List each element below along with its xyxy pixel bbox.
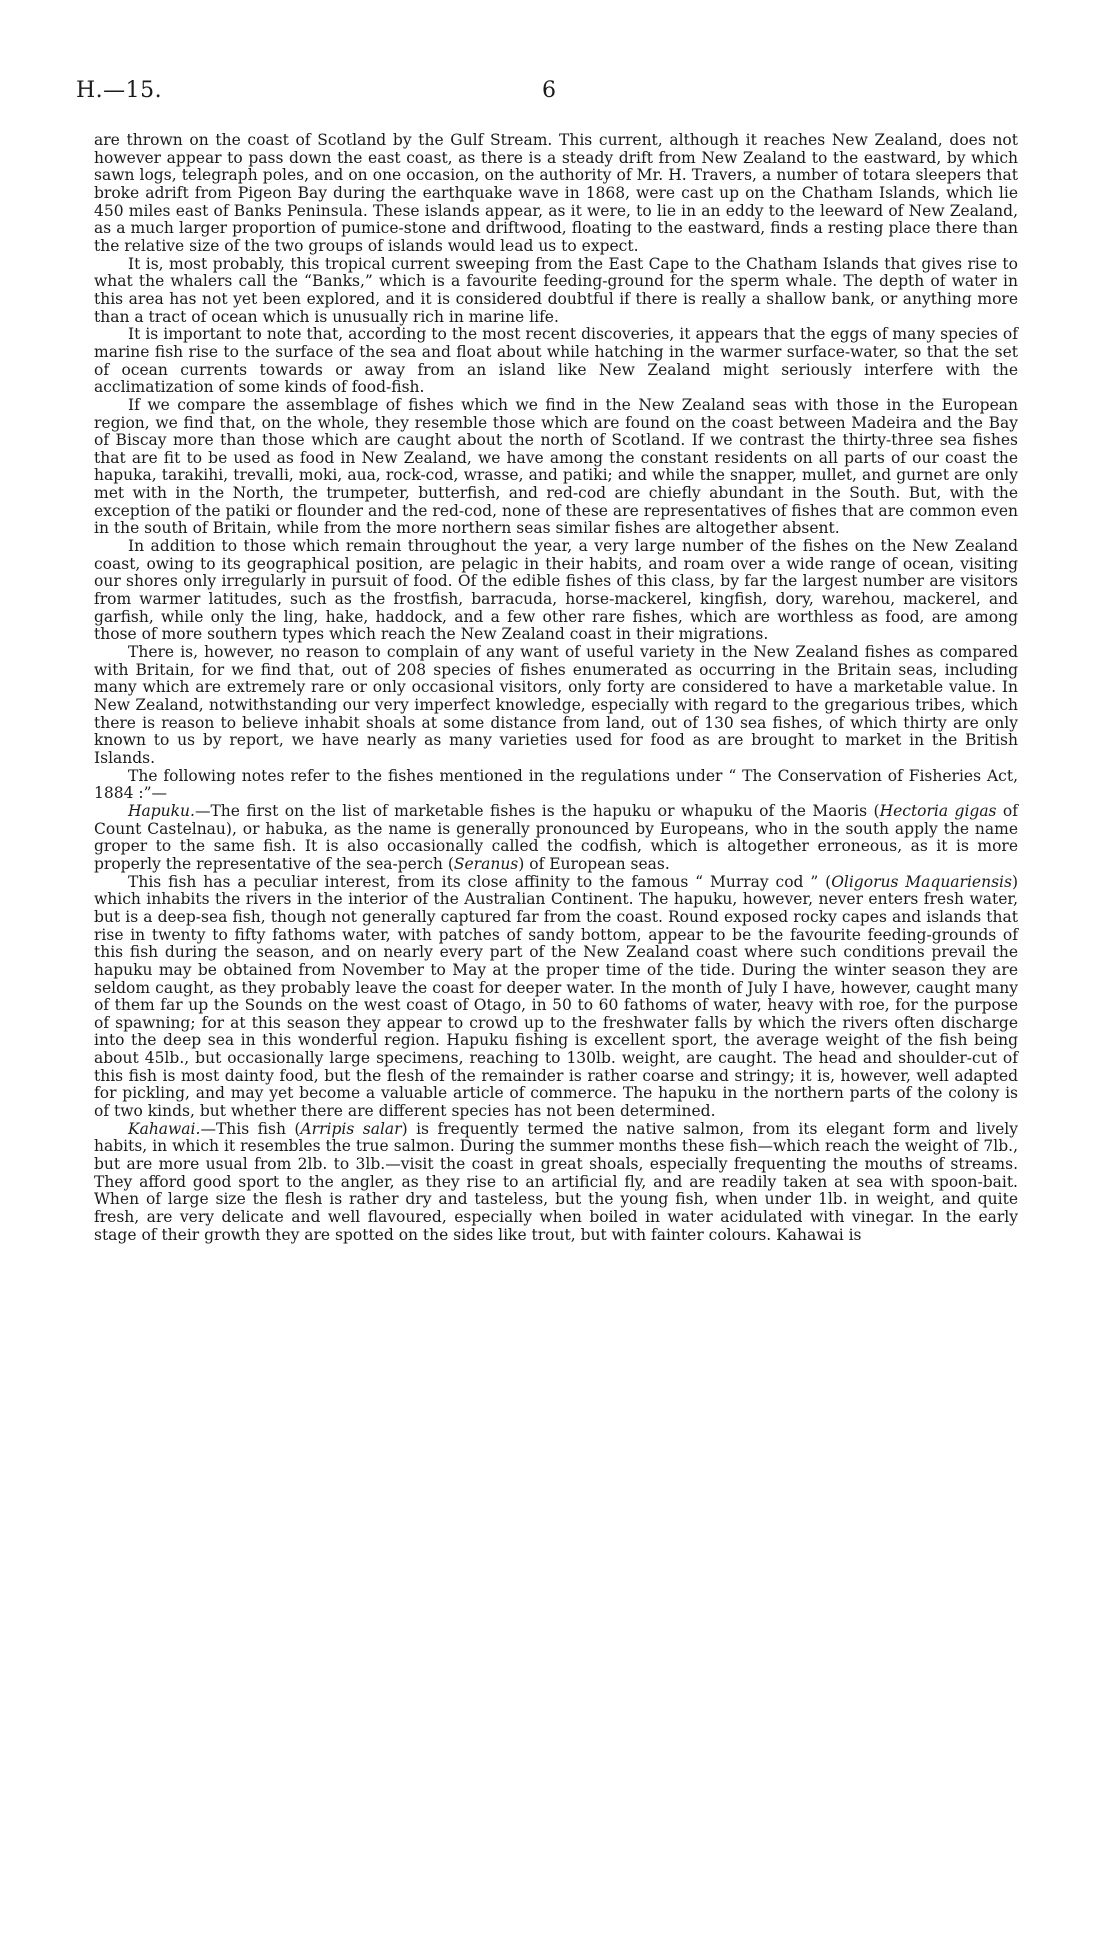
text-run: There is, however, no reason to complain of any want of useful variety in the New Zealand fishes as compared with Britain, for we find that, out of 208 species of fishes enumerated as occurring in the Britain seas, including many which are extremely rare or only occasional visitors, only forty are considered to have a marketable value. In New Zealand, notwithstanding our very imperfect knowledge, especially with regard to the gregarious tribes, which there is reason to believe inhabit shoals at some distance from land, out of 130 sea fishes, of which thirty are only known to us by report, we have nearly as many varieties used for food as are brought to market in the British Islands. (94, 643, 1018, 767)
paragraph (94, 538, 1018, 644)
paragraph (94, 874, 1018, 1121)
text-run: —The first on the list of marketable fishes is the hapuku or whapuku of the Maoris ( (194, 801, 880, 820)
italic-text: Arripis salar (300, 1119, 402, 1138)
body-text (94, 132, 1018, 1244)
text-run: The following notes refer to the fishes mentioned in the regulations under “ The Conservation of Fisheries Act, 1884 :”— (94, 766, 1018, 803)
text-run: of Count Castelnau), or habuka, as the name is generally pronounced by Europeans, who in the south apply the name groper to the same fish. It is also occasionally called the codfish, which is altogether erroneous, as it is more properly the representative of the sea-perch ( (94, 801, 1018, 873)
italic-text: Hapuku. (128, 801, 195, 820)
report-reference: H.—15. (76, 78, 163, 103)
italic-text: Kahawai. (128, 1119, 201, 1138)
text-run: ) of European seas. (518, 854, 670, 873)
text-run: In addition to those which remain throughout the year, a very large number of the fishes on the New Zealand coast, owing to its geographical position, are pelagic in their habits, and roam over a wide range of ocean, visiting our shores only irregularly in pursuit of food. Of the edible fishes of this class, by far the largest number are visitors from warmer latitudes, such as the frostfish, barracuda, horse-mackerel, kingfish, dory, warehou, mackerel, and garfish, while only the ling, hake, haddock, and a few other rare fishes, which are worthless as food, are among those of more southern types which reach the New Zealand coast in their migrations. (94, 537, 1018, 644)
italic-text: Oligorus Maquariensis (831, 872, 1012, 891)
paragraph (94, 644, 1018, 768)
page-number: 6 (542, 78, 556, 103)
paragraph (94, 326, 1018, 397)
text-run: are thrown on the coast of Scotland by the Gulf Stream. This current, although it reaches New Zealand, does not however appear to pass down the east coast, as there is a steady drift from New Zealand to the eastward, by which sawn logs, telegraph poles, and on one occasion, on the authority of Mr. H. Travers, a number of totara sleepers that broke adrift from Pigeon Bay during the earthquake wave in 1868, were cast up on the Chatham Islands, which lie 450 miles east of Banks Peninsula. These islands appear, as it were, to lie in an eddy to the leeward of New Zealand, as a much larger proportion of pumice-stone and driftwood, floating to the eastward, finds a resting place there than the relative size of the two groups of islands would lead us to expect. (94, 131, 1018, 255)
text-run: This fish has a peculiar interest, from its close affinity to the famous “ Murray cod ” ( (128, 872, 832, 891)
text-run: ) is frequently termed the native salmon, from its elegant form and lively habits, in which it resembles the true salmon. During the summer months these fish—which reach the weight of 7lb., but are more usual from 2lb. to 3lb.—visit the coast in great shoals, especially frequenting the mouths of streams. They afford good sport to the angler, as they rise to an artificial fly, and are readily taken at sea with spoon-bait. When of large size the flesh is rather dry and tasteless, but the young fish, when under 1lb. in weight, and quite fresh, are very delicate and well flavoured, especially when boiled in water acidulated with vinegar. In the early stage of their growth they are spotted on the sides like trout, but with fainter colours. Kahawai is (94, 1119, 1018, 1244)
paragraph (94, 256, 1018, 327)
italic-text: Seranus (453, 854, 519, 873)
page-header (76, 78, 1022, 112)
paragraph (94, 768, 1018, 803)
paragraph (94, 132, 1018, 256)
paragraph (94, 397, 1018, 538)
text-run: ) which inhabits the rivers in the interior of the Australian Continent. The hapuku, however, never enters fresh water, but is a deep-sea fish, though not generally captured far from the coast. Round exposed rocky capes and islands that rise in twenty to fifty fathoms water, with patches of sandy bottom, appear to be the favourite feeding-grounds of this fish during the season, and on nearly every part of the New Zealand coast where such conditions prevail the hapuku may be obtained from November to May at the proper time of the tide. During the winter season they are seldom caught, as they probably leave the coast for deeper water. In the month of July I have, however, caught many of them far up the Sounds on the west coast of Otago, in 50 to 60 fathoms of water, heavy with roe, for the purpose of spawning; for at this season they appear to crowd up to the freshwater falls by which the rivers often discharge into the deep sea in this wonderful region. Hapuku fishing is excellent sport, the average weight of the fish being about 45lb., but occasionally large specimens, reaching to 130lb. weight, are caught. The head and shoulder-cut of this fish is most dainty food, but the flesh of the remainder is rather coarse and stringy; it is, however, well adapted for pickling, and may yet become a valuable article of commerce. The hapuku in the northern parts of the colony is of two kinds, but whether there are different species has not been determined. (94, 872, 1018, 1121)
text-run: It is, most probably, this tropical current sweeping from the East Cape to the Chatham Islands that gives rise to what the whalers call the “Banks,” which is a favourite feeding-ground for the sperm whale. The depth of water in this area has not yet been explored, and it is considered doubtful if there is really a shallow bank, or anything more than a tract of ocean which is unusually rich in marine life. (94, 254, 1018, 326)
text-run: It is important to note that, according to the most recent discoveries, it appears that the eggs of many species of marine fish rise to the surface of the sea and float about while hatching in the warmer surface-water, so that the set of ocean currents towards or away from an island like New Zealand might seriously interfere with the acclimatization of some kinds of food-fish. (94, 325, 1018, 397)
text-run: If we compare the assemblage of fishes which we find in the New Zealand seas with those in the European region, we find that, on the whole, they resemble those which are found on the coast between Madeira and the Bay of Biscay more than those which are caught about the north of Scotland. If we contrast the thirty-three sea fishes that are fit to be used as food in New Zealand, we have among the constant residents on all parts of our coast the hapuka, tarakihi, trevalli, moki, aua, rock-cod, wrasse, and patiki; and while the snapper, mullet, and gurnet are only met with in the North, the trumpeter, butterfish, and red-cod are chiefly abundant in the South. But, with the exception of the patiki or flounder and the red-cod, none of these are representatives of fishes that are common even in the south of Britain, while from the more northern seas similar fishes are altogether absent. (94, 395, 1018, 538)
text-run: —This fish ( (200, 1119, 301, 1138)
italic-text: Hectoria gigas (879, 801, 997, 820)
paragraph (94, 803, 1018, 874)
paragraph (94, 1121, 1018, 1245)
